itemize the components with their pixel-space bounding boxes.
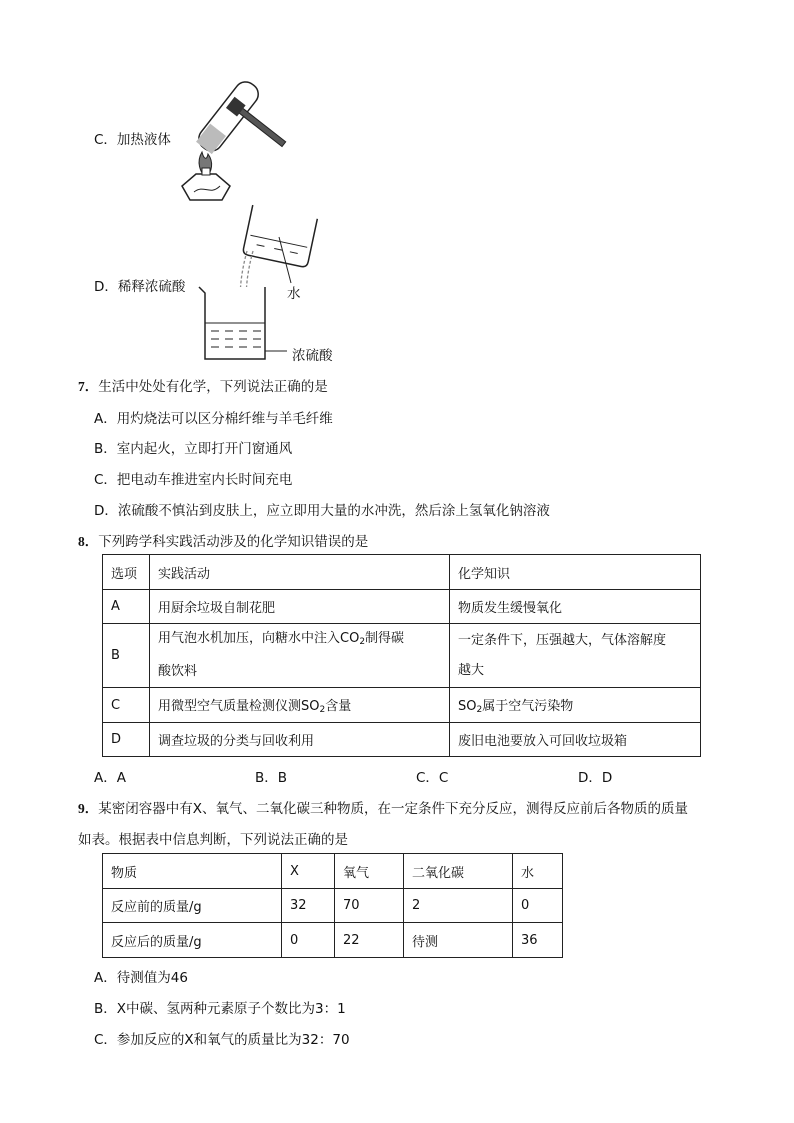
- table-cell: C: [103, 688, 150, 723]
- table-row: [103, 723, 701, 757]
- table-cell: 废旧电池要放入可回收垃圾箱: [450, 723, 701, 757]
- table-row: [103, 624, 701, 688]
- option-d-text: D．稀释浓硫酸: [94, 279, 186, 295]
- cell-text: 一定条件下，压强越大，气体溶解度: [458, 632, 667, 648]
- table-header-cell: 二氧化碳: [404, 854, 513, 889]
- table-row: [103, 923, 563, 958]
- q8-choice-d: D．D: [578, 770, 613, 786]
- q8-table: [102, 554, 701, 757]
- acid-label: 浓硫酸: [292, 348, 333, 364]
- subscript: 2: [319, 705, 326, 715]
- option-c-text: C．加热液体: [94, 132, 171, 148]
- table-row: [103, 889, 563, 923]
- small-beaker-icon: [242, 205, 317, 268]
- table-cell: A: [103, 590, 150, 624]
- table-header-cell: 化学知识: [450, 555, 701, 590]
- question-text: 生活中处处有化学，下列说法正确的是: [98, 379, 328, 395]
- table-cell: 反应前的质量/g: [103, 889, 282, 923]
- q8-choice-a: A．A: [94, 770, 126, 786]
- q8-choice-b: B．B: [255, 770, 288, 786]
- table-cell: 用厨余垃圾自制花肥: [150, 590, 450, 624]
- q7-option-c: C．把电动车推进室内长时间充电: [94, 472, 293, 488]
- q9-option-a: A．待测值为46: [94, 970, 188, 986]
- table-cell: [450, 624, 701, 688]
- table-header-cell: X: [282, 854, 335, 889]
- cell-text: 用气泡水机加压，向糖水中注入CO: [158, 631, 360, 646]
- table-header-cell: 选项: [103, 555, 150, 590]
- cell-text: 属于空气污染物: [482, 699, 574, 714]
- cell-text: 用微型空气质量检测仪测SO: [158, 699, 320, 714]
- table-cell: 反应后的质量/g: [103, 923, 282, 958]
- table-header-cell: 物质: [103, 854, 282, 889]
- table-cell: 待测: [404, 923, 513, 958]
- question-7-stem: [78, 375, 328, 395]
- question-8-stem: [78, 530, 368, 550]
- table-cell: 36: [513, 923, 563, 958]
- table-cell: 2: [404, 889, 513, 923]
- table-cell: D: [103, 723, 150, 757]
- heating-liquid-illustration: [180, 74, 270, 204]
- table-header-row: [103, 854, 563, 889]
- cell-text: 越大: [458, 662, 485, 678]
- question-9-stem-cont: 如表。根据表中信息判断，下列说法正确的是: [78, 832, 348, 848]
- question-text: 某密闭容器中有X、氧气、二氧化碳三种物质，在一定条件下充分反应，测得反应前后各物质的质量: [98, 801, 688, 817]
- table-cell: [150, 624, 450, 688]
- subscript: 2: [476, 705, 483, 715]
- table-header-cell: 实践活动: [150, 555, 450, 590]
- table-header-cell: 氧气: [335, 854, 404, 889]
- q9-option-c: C．参加反应的X和氧气的质量比为32：70: [94, 1032, 350, 1048]
- table-cell: [150, 688, 450, 723]
- table-row: [103, 590, 701, 624]
- q8-choice-c: C．C: [416, 770, 449, 786]
- table-cell: 0: [513, 889, 563, 923]
- table-cell: 70: [335, 889, 404, 923]
- question-number: 8．: [78, 534, 99, 549]
- cell-text: 酸饮料: [158, 664, 198, 679]
- alcohol-lamp-icon: [182, 174, 230, 200]
- dilution-illustration: [195, 203, 345, 363]
- q7-option-a: A．用灼烧法可以区分棉纤维与羊毛纤维: [94, 411, 333, 427]
- cell-text: SO: [458, 699, 477, 714]
- q7-option-d: D．浓硫酸不慎沾到皮肤上，应立即用大量的水冲洗，然后涂上氢氧化钠溶液: [94, 503, 550, 519]
- q9-option-b: B．X中碳、氢两种元素原子个数比为3：1: [94, 1001, 346, 1017]
- large-beaker-icon: [199, 287, 265, 359]
- water-label: 水: [287, 286, 301, 302]
- cell-text: 制得碳: [365, 631, 405, 646]
- question-text: 下列跨学科实践活动涉及的化学知识错误的是: [98, 534, 369, 550]
- question-9-stem: [78, 797, 688, 817]
- question-number: 9．: [78, 801, 99, 816]
- table-header-row: [103, 555, 701, 590]
- table-cell: [450, 688, 701, 723]
- table-cell: 32: [282, 889, 335, 923]
- question-number: 7．: [78, 379, 99, 394]
- table-cell: 0: [282, 923, 335, 958]
- table-cell: 22: [335, 923, 404, 958]
- table-header-cell: 水: [513, 854, 563, 889]
- cell-text: 含量: [325, 699, 352, 714]
- table-cell: 调查垃圾的分类与回收利用: [150, 723, 450, 757]
- q9-table: [102, 853, 563, 958]
- q7-option-b: B．室内起火，立即打开门窗通风: [94, 441, 293, 457]
- subscript: 2: [359, 637, 366, 647]
- table-cell: 物质发生缓慢氧化: [450, 590, 701, 624]
- table-row: [103, 688, 701, 723]
- table-cell: B: [103, 624, 150, 688]
